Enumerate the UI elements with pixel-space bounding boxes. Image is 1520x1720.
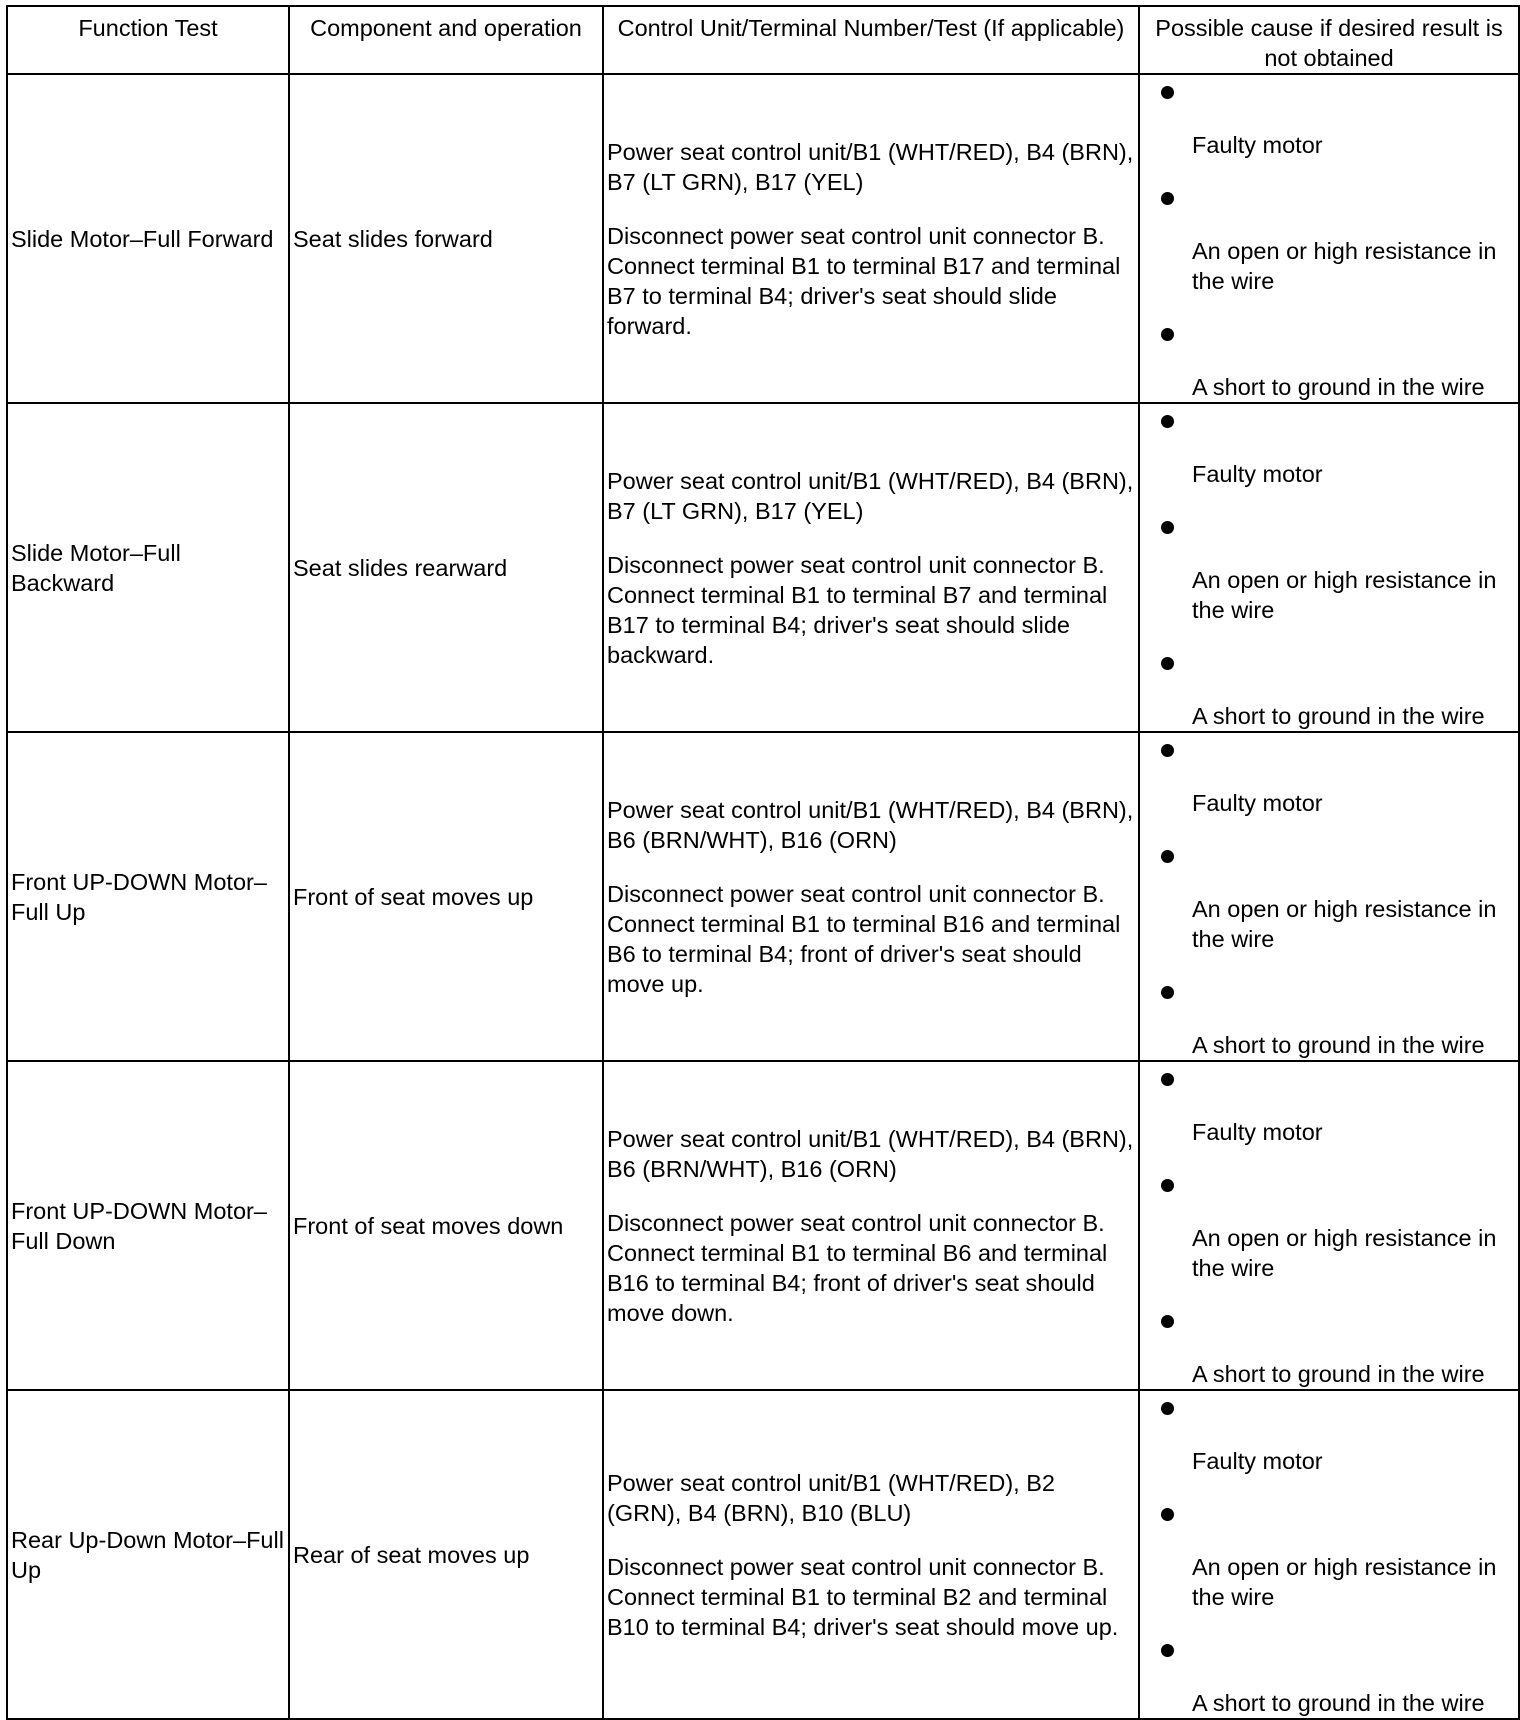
function-test-text: Slide Motor–Full Forward — [11, 225, 274, 252]
bullet-icon — [1161, 1508, 1174, 1521]
header-possible-cause: Possible cause if desired result is not obtained — [1139, 6, 1519, 74]
bullet-icon — [1161, 1179, 1174, 1192]
cause-text: Faulty motor — [1192, 461, 1323, 487]
cell-function-test — [7, 403, 289, 732]
control-unit-text: Power seat control unit/B1 (WHT/RED), B4 (BRN), B6 (BRN/WHT), B16 (ORN) — [607, 796, 1134, 853]
cause-text: A short to ground in the wire — [1192, 1032, 1485, 1058]
table-row — [7, 732, 1519, 1061]
function-test-text: Slide Motor–Full Backward — [11, 539, 181, 596]
control-unit-text: Power seat control unit/B1 (WHT/RED), B4 (BRN), B7 (LT GRN), B17 (YEL) — [607, 467, 1134, 524]
cause-text: A short to ground in the wire — [1192, 374, 1485, 400]
cause-text: An open or high resistance in the wire — [1192, 1225, 1497, 1281]
cause-text: Faulty motor — [1192, 1119, 1323, 1145]
cell-control-unit — [603, 732, 1139, 1061]
component-operation-text: Rear of seat moves up — [293, 1541, 530, 1568]
test-procedure-text: Disconnect power seat control unit connector B. Connect terminal B1 to terminal B2 and terminal B10 to terminal B4; driver's seat should move up. — [607, 1553, 1119, 1640]
cause-text: A short to ground in the wire — [1192, 1690, 1485, 1716]
table-header-row — [7, 6, 1519, 74]
control-unit-text: Power seat control unit/B1 (WHT/RED), B4 (BRN), B6 (BRN/WHT), B16 (ORN) — [607, 1125, 1134, 1182]
cell-control-unit — [603, 1390, 1139, 1719]
bullet-icon — [1161, 1402, 1174, 1415]
cell-function-test — [7, 732, 289, 1061]
cause-list — [1140, 75, 1518, 401]
cell-component-operation — [289, 1061, 603, 1390]
test-procedure-text: Disconnect power seat control unit connector B. Connect terminal B1 to terminal B16 and terminal B6 to terminal B4; front of driver's seat should move up. — [607, 880, 1121, 997]
cause-list — [1140, 1391, 1518, 1717]
cell-possible-causes — [1139, 74, 1519, 403]
cause-text: Faulty motor — [1192, 1448, 1323, 1474]
cause-text: Faulty motor — [1192, 790, 1323, 816]
function-test-text: Front UP-DOWN Motor–Full Down — [11, 1197, 267, 1254]
table-row — [7, 1061, 1519, 1390]
bullet-icon — [1161, 1315, 1174, 1328]
bullet-icon — [1161, 328, 1174, 341]
cell-function-test — [7, 74, 289, 403]
component-operation-text: Seat slides forward — [293, 225, 493, 252]
cell-possible-causes — [1139, 1061, 1519, 1390]
bullet-icon — [1161, 86, 1174, 99]
table-row — [7, 74, 1519, 403]
cell-control-unit — [603, 1061, 1139, 1390]
bullet-icon — [1161, 657, 1174, 670]
bullet-icon — [1161, 744, 1174, 757]
bullet-icon — [1161, 850, 1174, 863]
component-operation-text: Seat slides rearward — [293, 554, 508, 581]
component-operation-text: Front of seat moves up — [293, 883, 534, 910]
test-procedure-text: Disconnect power seat control unit connector B. Connect terminal B1 to terminal B6 and terminal B16 to terminal B4; front of driver's seat should move down. — [607, 1209, 1108, 1326]
cause-text: A short to ground in the wire — [1192, 1361, 1485, 1387]
control-unit-text: Power seat control unit/B1 (WHT/RED), B2 (GRN), B4 (BRN), B10 (BLU) — [607, 1469, 1055, 1526]
header-component-operation: Component and operation — [289, 6, 603, 74]
bullet-icon — [1161, 521, 1174, 534]
cause-text: An open or high resistance in the wire — [1192, 567, 1497, 623]
cell-component-operation — [289, 74, 603, 403]
cause-list — [1140, 733, 1518, 1059]
cause-list — [1140, 404, 1518, 730]
component-operation-text: Front of seat moves down — [293, 1212, 564, 1239]
function-test-text: Rear Up-Down Motor–Full Up — [11, 1526, 284, 1583]
cause-text: Faulty motor — [1192, 132, 1323, 158]
cell-possible-causes — [1139, 403, 1519, 732]
function-test-table — [6, 5, 1520, 1720]
cell-component-operation — [289, 1390, 603, 1719]
bullet-icon — [1161, 192, 1174, 205]
header-control-unit: Control Unit/Terminal Number/Test (If applicable) — [603, 6, 1139, 74]
cause-text: A short to ground in the wire — [1192, 703, 1485, 729]
cause-text: An open or high resistance in the wire — [1192, 1554, 1497, 1610]
table-row — [7, 1390, 1519, 1719]
bullet-icon — [1161, 1644, 1174, 1657]
cell-function-test — [7, 1390, 289, 1719]
cell-possible-causes — [1139, 1390, 1519, 1719]
cell-component-operation — [289, 403, 603, 732]
header-function-test: Function Test — [7, 6, 289, 74]
cell-control-unit — [603, 403, 1139, 732]
test-procedure-text: Disconnect power seat control unit connector B. Connect terminal B1 to terminal B17 and terminal B7 to terminal B4; driver's seat should slide forward. — [607, 222, 1121, 339]
cause-text: An open or high resistance in the wire — [1192, 896, 1497, 952]
cell-control-unit — [603, 74, 1139, 403]
cell-component-operation — [289, 732, 603, 1061]
table-row — [7, 403, 1519, 732]
test-procedure-text: Disconnect power seat control unit connector B. Connect terminal B1 to terminal B7 and terminal B17 to terminal B4; driver's seat should slide backward. — [607, 551, 1108, 668]
function-test-text: Front UP-DOWN Motor–Full Up — [11, 868, 267, 925]
bullet-icon — [1161, 986, 1174, 999]
bullet-icon — [1161, 415, 1174, 428]
cell-function-test — [7, 1061, 289, 1390]
bullet-icon — [1161, 1073, 1174, 1086]
cause-text: An open or high resistance in the wire — [1192, 238, 1497, 294]
cause-list — [1140, 1062, 1518, 1388]
cell-possible-causes — [1139, 732, 1519, 1061]
control-unit-text: Power seat control unit/B1 (WHT/RED), B4 (BRN), B7 (LT GRN), B17 (YEL) — [607, 138, 1134, 195]
